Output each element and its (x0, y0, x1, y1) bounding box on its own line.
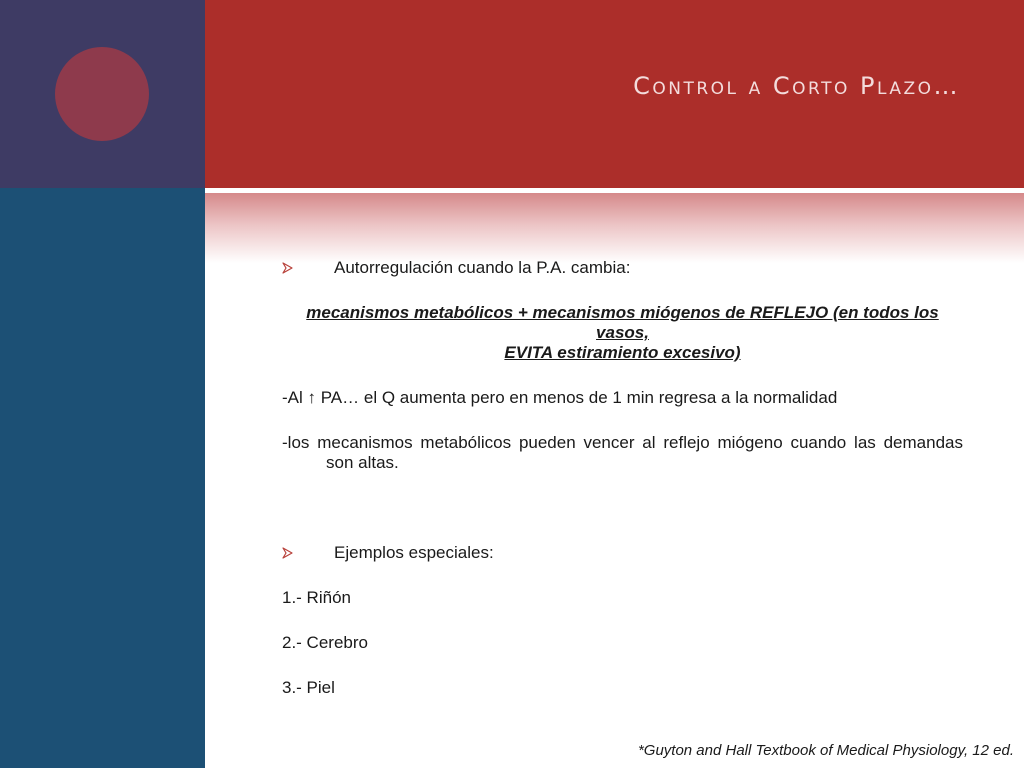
arrow-bullet-icon (282, 547, 294, 559)
emphasis-line-2: EVITA estiramiento excesivo) (504, 343, 741, 362)
paragraph-2: -los mecanismos metabólicos pueden vencer al reflejo miógeno cuando las demandas son altas. (282, 433, 963, 472)
bullet-text: Autorregulación cuando la P.A. cambia: (334, 258, 631, 277)
example-item: 3.- Piel (282, 678, 335, 697)
spacer (282, 498, 963, 543)
bullet-text: Ejemplos especiales: (334, 543, 494, 562)
emphasis-line-1: mecanismos metabólicos + mecanismos miógenos de REFLEJO (en todos los vasos, (306, 303, 939, 342)
slide-title: Control a Corto Plazo… (633, 72, 960, 100)
sidebar-bottom-panel (0, 188, 205, 768)
arrow-bullet-icon (282, 262, 294, 274)
emphasis-block (282, 303, 963, 363)
header-gradient (205, 193, 1024, 263)
example-item: 1.- Riñón (282, 588, 351, 607)
citation-footnote: *Guyton and Hall Textbook of Medical Physiology, 12 ed. (637, 742, 1014, 759)
paragraph-1: -Al ↑ PA… el Q aumenta pero en menos de 1 min regresa a la normalidad (282, 388, 838, 407)
bullet-item (282, 258, 963, 278)
example-item: 2.- Cerebro (282, 633, 368, 652)
bullet-item (282, 543, 963, 563)
slide-body (282, 258, 963, 698)
decorative-circle (55, 47, 149, 141)
